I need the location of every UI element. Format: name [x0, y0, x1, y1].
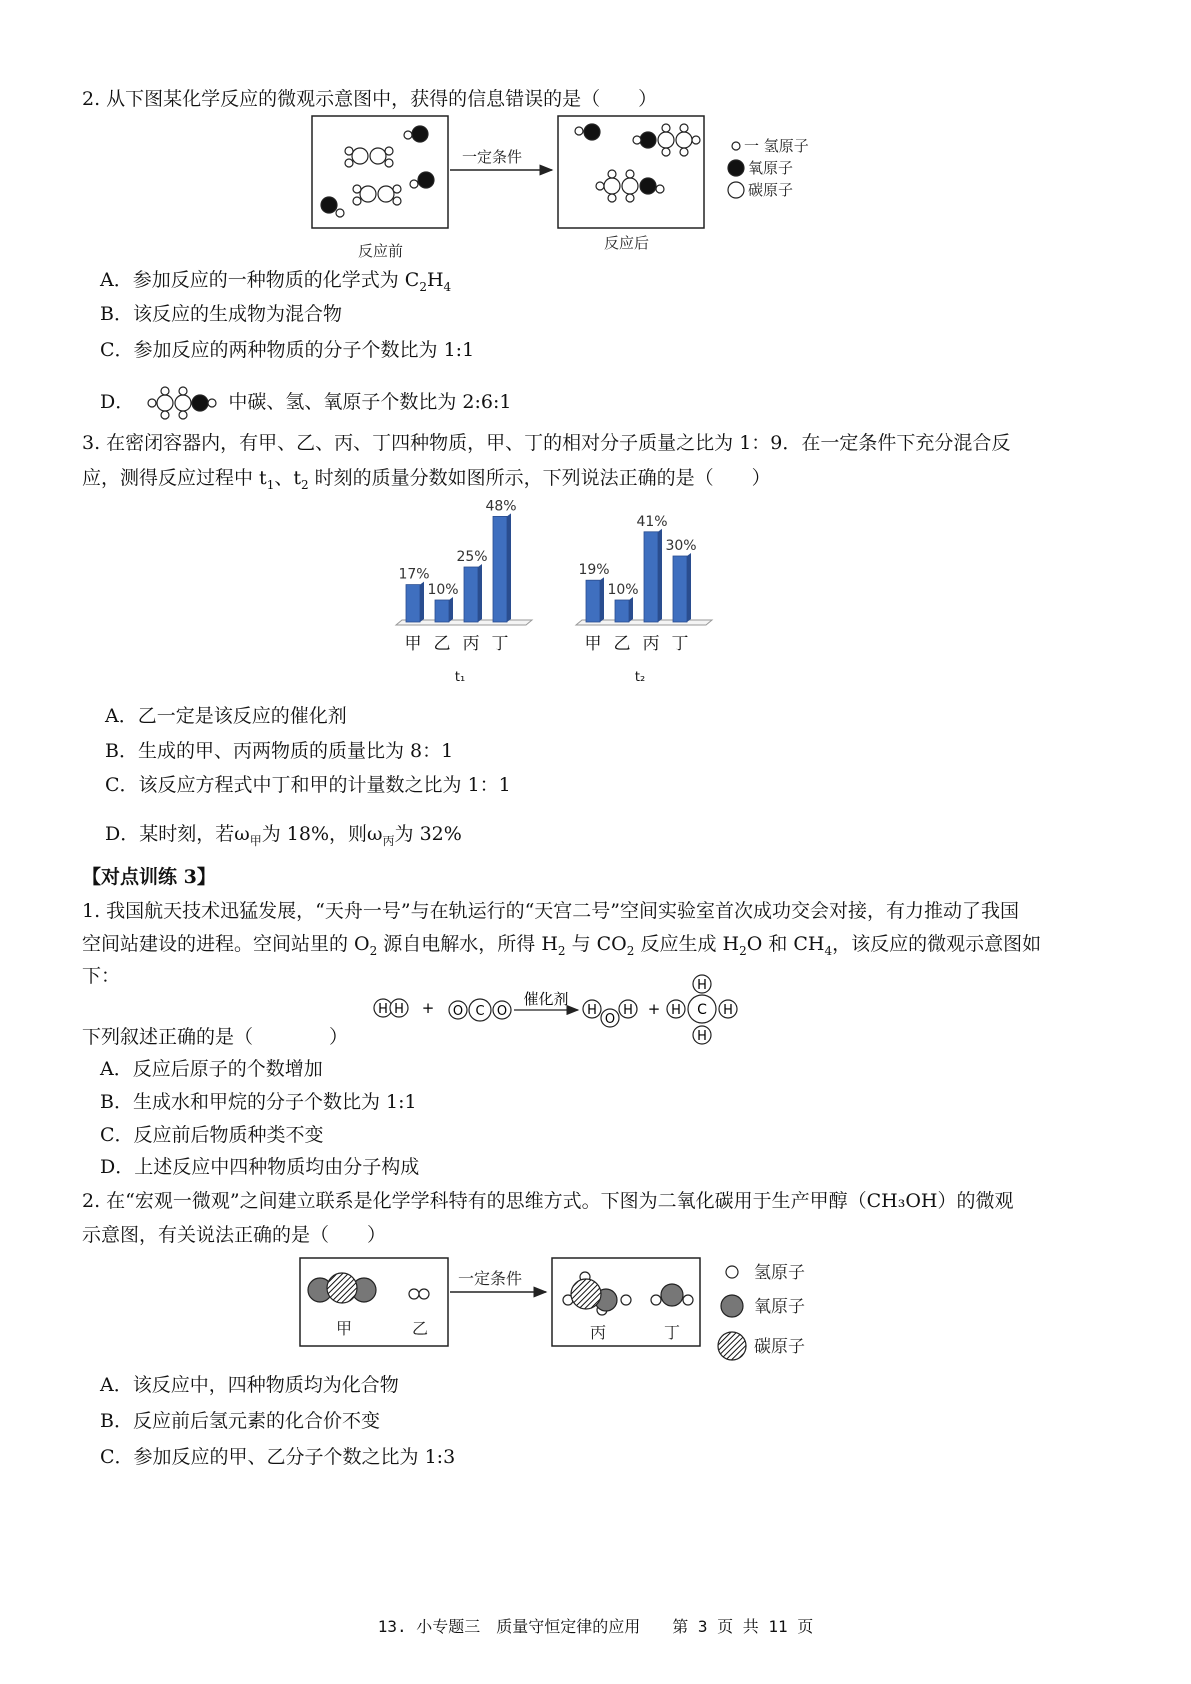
- legend-hydrogen: 一 氢原子: [744, 137, 809, 155]
- chart-0-caption: t₁: [454, 670, 466, 685]
- chart-0-bar-side-2: [478, 564, 482, 622]
- svg-text:H: H: [378, 1002, 388, 1017]
- svg-text:H: H: [394, 1002, 404, 1017]
- molecule-water-2: [410, 172, 434, 188]
- before-caption: 反应前: [358, 242, 404, 260]
- t1-option-a: A．反应后原子的个数增加: [100, 1058, 323, 1080]
- t2-legend-hydrogen: 氢原子: [754, 1263, 805, 1283]
- chart-1-bar-1: [615, 600, 629, 622]
- plus-1: +: [421, 999, 435, 1017]
- q3-stem-line1: 3. 在密闭容器内，有甲、乙、丙、丁四种物质，甲、丁的相对分子质量之比为 1：9．在一定条件下充分混合反: [82, 432, 1011, 454]
- chart-1-value-label-1: 10%: [607, 582, 639, 598]
- legend-oxygen: 氧原子: [748, 159, 794, 177]
- chart-1-bar-2: [644, 532, 658, 622]
- chart-1-bar-side-0: [600, 577, 604, 622]
- q2-stem: 2. 从下图某化学反应的微观示意图中，获得的信息错误的是（ ）: [82, 88, 658, 110]
- chart-0-value-label-2: 25%: [456, 549, 488, 565]
- chart-0-bar-side-0: [420, 582, 424, 622]
- chart-1-bar-side-3: [687, 553, 691, 622]
- co2-molecule: [308, 1273, 376, 1303]
- t2-option-a: A．该反应中，四种物质均为化合物: [100, 1374, 399, 1396]
- chart-1-bar-0: [586, 580, 600, 622]
- svg-text:O: O: [604, 1012, 616, 1027]
- chart-0-category-0: 甲: [404, 634, 422, 654]
- chart-0-bar-2: [464, 567, 478, 622]
- q3-option-a: A．乙一定是该反应的催化剂: [105, 705, 347, 727]
- svg-text:H: H: [723, 1003, 733, 1018]
- t2-condition: 一定条件: [458, 1269, 523, 1288]
- chart-0-category-2: 丙: [462, 634, 480, 654]
- svg-text:H: H: [697, 978, 707, 993]
- molecule-water-1: [404, 126, 428, 142]
- t2-legend-carbon: 碳原子: [754, 1337, 805, 1357]
- q3-option-c: C．该反应方程式中丁和甲的计量数之比为 1：1: [105, 774, 511, 796]
- q3-stem-line2: 应，测得反应过程中 $t_1$、$t_2$ 时刻的质量分数如图所示，下列说法正确的是（ ）: [82, 467, 771, 492]
- after-ethanol-1: [633, 124, 700, 156]
- legend-carbon: 碳原子: [748, 181, 794, 199]
- chart-0-category-3: 丁: [491, 634, 509, 654]
- svg-text:H: H: [623, 1003, 633, 1018]
- chart-1-bar-3: [673, 556, 687, 622]
- chart-1-category-1: 乙: [613, 634, 631, 654]
- label-jia: 甲: [336, 1319, 353, 1338]
- chart-0-bar-0: [406, 585, 420, 622]
- molecule-c2h4-2: [353, 185, 401, 205]
- svg-text:H: H: [671, 1003, 681, 1018]
- after-ethanol-2: [596, 170, 664, 202]
- t1-option-b: B．生成水和甲烷的分子个数比为 1:1: [100, 1091, 417, 1113]
- svg-text:H: H: [587, 1003, 597, 1018]
- chart-0-value-label-3: 48%: [485, 498, 517, 515]
- chart-0-bar-3: [493, 516, 507, 622]
- svg-text:O: O: [496, 1004, 508, 1019]
- molecule-water-3: [321, 197, 344, 217]
- water-molecule: [651, 1284, 693, 1306]
- svg-text:O: O: [452, 1004, 464, 1019]
- after-water: [575, 124, 600, 140]
- label-yi: 乙: [412, 1319, 429, 1338]
- chart-1-caption: t₂: [634, 670, 646, 685]
- chart-1-value-label-0: 19%: [578, 562, 610, 579]
- t1-option-d: D．上述反应中四种物质均由分子构成: [100, 1156, 420, 1178]
- chart-1-category-3: 丁: [671, 634, 689, 654]
- t2-option-b: B．反应前后氢元素的化合价不变: [100, 1410, 380, 1432]
- section-title: 【对点训练 3】: [82, 866, 216, 888]
- chart-1-category-0: 甲: [584, 634, 602, 654]
- label-ding: 丁: [664, 1323, 681, 1342]
- svg-text:C: C: [475, 1004, 485, 1019]
- chart-1-value-label-3: 30%: [665, 538, 697, 554]
- svg-text:H: H: [697, 1029, 707, 1044]
- chart-1-value-label-2: 41%: [636, 513, 668, 530]
- chart-0-bar-side-3: [507, 513, 511, 622]
- t1-reaction-diagram: [370, 972, 750, 1052]
- plus-2: +: [647, 1000, 661, 1018]
- t2-legend: [718, 1266, 746, 1360]
- t1-line3: 下：: [82, 965, 121, 987]
- t2-option-c: C．参加反应的甲、乙分子个数之比为 1:3: [100, 1446, 456, 1468]
- t2-reaction-diagram: [290, 1252, 830, 1372]
- h2-molecule: [409, 1289, 429, 1299]
- q2-option-a: A．参加反应的一种物质的化学式为 $C_2H_4$: [100, 269, 452, 294]
- chart-0-value-label-0: 17%: [398, 566, 430, 583]
- chart-1-bar-side-2: [658, 529, 662, 622]
- chart-1-bar-side-1: [629, 597, 633, 622]
- chart-0-bar-side-1: [449, 597, 453, 622]
- chart-0-value-label-1: 10%: [427, 582, 459, 598]
- label-bing: 丙: [590, 1323, 607, 1342]
- q2-condition: 一定条件: [462, 148, 523, 166]
- chart-1-category-2: 丙: [642, 634, 660, 654]
- q2-legend: [728, 142, 744, 198]
- t1-line2: 空间站建设的进程。空间站里的 $O_2$ 源自电解水，所得 $H_2$ 与 $CO_2$ 反应生成 $H_2O$ 和 $CH_4$，该反应的微观示意图如: [82, 933, 1042, 958]
- t2-line1: 2. 在“宏观一微观”之间建立联系是化学学科特有的思维方式。下图为二氧化碳用于生产甲醇（CH₃OH）的微观: [82, 1190, 1014, 1212]
- methanol-molecule: [563, 1272, 631, 1315]
- q3-bar-charts: [380, 495, 740, 695]
- q2-option-b: B．该反应的生成物为混合物: [100, 303, 342, 325]
- t1-line4: 下列叙述正确的是（ ）: [82, 1026, 349, 1048]
- q2-option-d: D． 中碳、氢、氧原子个数比为 2:6:1: [100, 383, 511, 423]
- svg-text:C: C: [697, 1002, 707, 1018]
- after-caption: 反应后: [604, 234, 650, 252]
- chart-0-category-1: 乙: [433, 634, 451, 654]
- t2-legend-oxygen: 氧原子: [754, 1297, 805, 1317]
- t1-option-c: C．反应前后物质种类不变: [100, 1124, 324, 1146]
- ethanol-molecule-icon: [140, 383, 222, 423]
- q2-option-c: C．参加反应的两种物质的分子个数比为 1:1: [100, 339, 475, 361]
- q2-reaction-diagram: [300, 110, 820, 270]
- chart-0-bar-1: [435, 600, 449, 622]
- q3-option-b: B．生成的甲、丙两物质的质量比为 8：1: [105, 740, 454, 762]
- t2-line2: 示意图，有关说法正确的是（ ）: [82, 1224, 387, 1246]
- molecule-c2h4-1: [345, 147, 393, 167]
- t1-line1: 1. 我国航天技术迅猛发展，“天舟一号”与在轨运行的“天宫二号”空间实验室首次成功交会对接，有力推动了我国: [82, 900, 1020, 922]
- catalyst-label: 催化剂: [523, 990, 569, 1008]
- q3-option-d: D．某时刻，若$\omega_甲$为 18%，则$\omega_丙$为 32%: [105, 823, 462, 848]
- page-footer: 13. 小专题三 质量守恒定律的应用 第 3 页 共 11 页: [377, 1617, 814, 1636]
